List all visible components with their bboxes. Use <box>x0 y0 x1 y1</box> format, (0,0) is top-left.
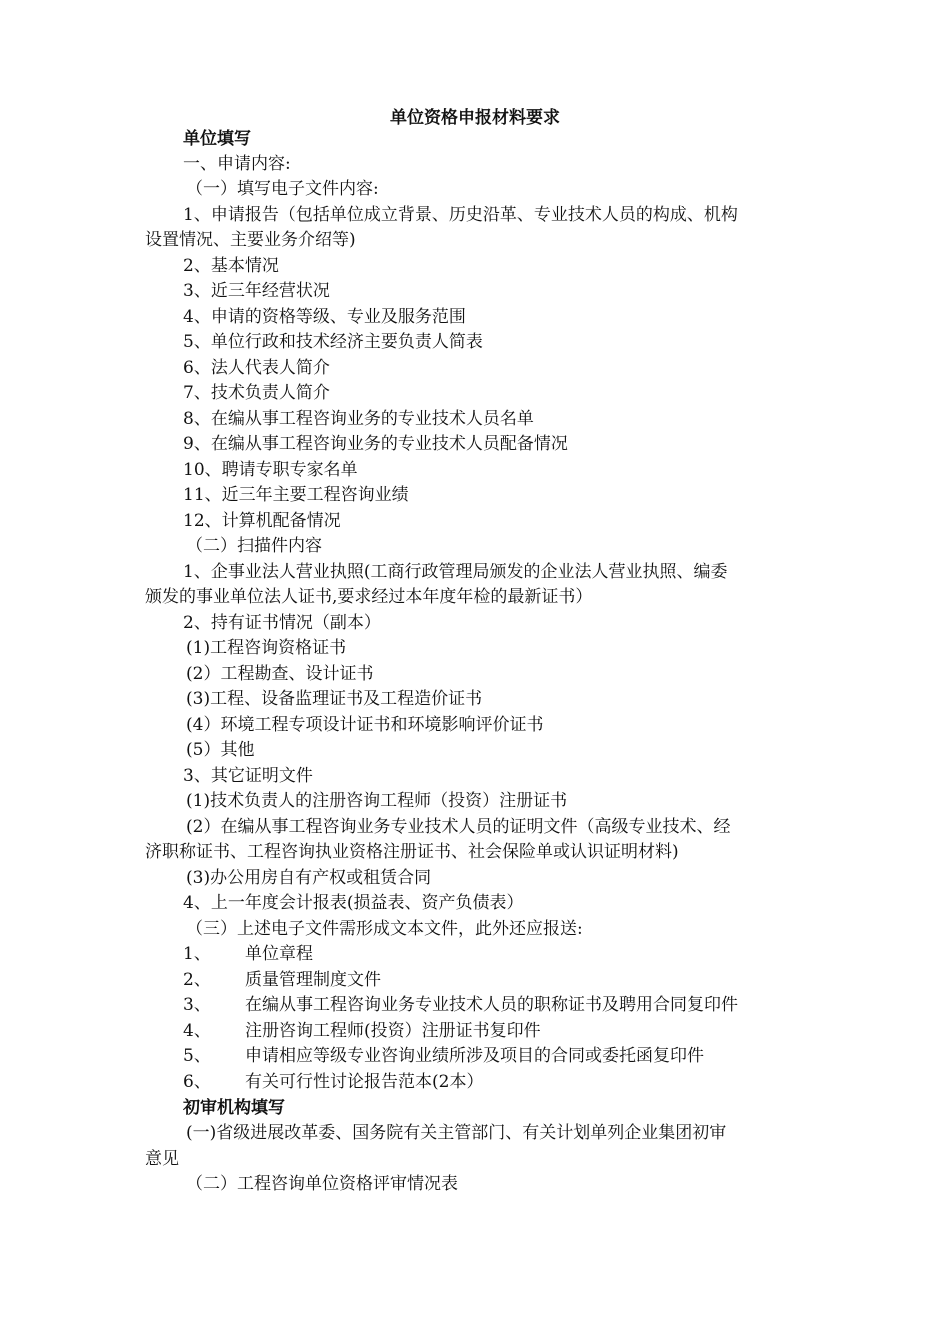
list-item: 8、在编从事工程咨询业务的专业技术人员名单 <box>183 409 534 429</box>
list-item: 3、其它证明文件 <box>183 766 313 786</box>
subsection-electronic-files: （一）填写电子文件内容: <box>186 179 379 199</box>
unit-heading: 单位填写 <box>183 129 251 149</box>
section-application-content: 一、申请内容: <box>183 154 291 174</box>
sub-list-item: (5）其他 <box>186 740 255 760</box>
list-item: 1、申请报告（包括单位成立背景、历史沿革、专业技术人员的构成、机构 <box>183 205 738 225</box>
list-text: 单位章程 <box>245 944 313 964</box>
list-item: 6、法人代表人简介 <box>183 358 330 378</box>
list-text: 有关可行性讨论报告范本(2本） <box>245 1072 484 1092</box>
list-text: 申请相应等级专业咨询业绩所涉及项目的合同或委托函复印件 <box>245 1046 704 1066</box>
list-text: 注册咨询工程师(投资）注册证书复印件 <box>245 1021 541 1041</box>
list-number: 2、 <box>183 970 211 990</box>
list-item: 1、企事业法人营业执照(工商行政管理局颁发的企业法人营业执照、编委 <box>183 562 728 582</box>
review-item: (一)省级进展改革委、国务院有关主管部门、有关计划单列企业集团初审 <box>186 1123 727 1143</box>
sub-list-item: (2）工程勘查、设计证书 <box>186 664 374 684</box>
list-item: 11、近三年主要工程咨询业绩 <box>183 485 409 505</box>
review-heading: 初审机构填写 <box>183 1098 285 1118</box>
list-text: 质量管理制度文件 <box>245 970 381 990</box>
sub-list-item: (4）环境工程专项设计证书和环境影响评价证书 <box>186 715 544 735</box>
list-item <box>183 943 313 965</box>
list-number: 6、 <box>183 1072 211 1092</box>
document-title: 单位资格申报材料要求 <box>390 108 560 128</box>
list-item-continuation: 颁发的事业单位法人证书,要求经过本年度年检的最新证书） <box>145 587 593 607</box>
list-number: 5、 <box>183 1046 211 1066</box>
sub-list-item: (3)办公用房自有产权或租赁合同 <box>186 868 432 888</box>
list-item <box>183 1045 704 1067</box>
list-item: 10、聘请专职专家名单 <box>183 460 358 480</box>
subsection-additional-documents: （三）上述电子文件需形成文本文件，此外还应报送: <box>186 919 583 939</box>
list-item: 7、技术负责人简介 <box>183 383 330 403</box>
sub-list-item: (2）在编从事工程咨询业务专业技术人员的证明文件（高级专业技术、经 <box>186 817 731 837</box>
list-item <box>183 1071 483 1093</box>
list-item: 5、单位行政和技术经济主要负责人简表 <box>183 332 483 352</box>
sub-list-item: (1)工程咨询资格证书 <box>186 638 347 658</box>
list-item-continuation: 设置情况、主要业务介绍等) <box>145 230 356 250</box>
subsection-scanned-files: （二）扫描件内容 <box>186 536 322 556</box>
list-number: 3、 <box>183 995 211 1015</box>
review-item: （二）工程咨询单位资格评审情况表 <box>186 1174 458 1194</box>
list-item <box>183 1020 541 1042</box>
sub-list-item: (1)技术负责人的注册咨询工程师（投资）注册证书 <box>186 791 568 811</box>
list-text: 在编从事工程咨询业务专业技术人员的职称证书及聘用合同复印件 <box>245 995 738 1015</box>
review-item-continuation: 意见 <box>145 1149 179 1169</box>
sub-list-item-continuation: 济职称证书、工程咨询执业资格注册证书、社会保险单或认识证明材料) <box>145 842 679 862</box>
list-item: 12、计算机配备情况 <box>183 511 341 531</box>
list-item <box>183 969 381 991</box>
list-item: 9、在编从事工程咨询业务的专业技术人员配备情况 <box>183 434 568 454</box>
list-item: 4、申请的资格等级、专业及服务范围 <box>183 307 466 327</box>
list-number: 1、 <box>183 944 211 964</box>
list-item: 2、基本情况 <box>183 256 279 276</box>
list-item: 4、上一年度会计报表(损益表、资产负债表） <box>183 893 524 913</box>
list-item: 3、近三年经营状况 <box>183 281 330 301</box>
list-number: 4、 <box>183 1021 211 1041</box>
list-item: 2、持有证书情况（副本） <box>183 613 381 633</box>
sub-list-item: (3)工程、设备监理证书及工程造价证书 <box>186 689 483 709</box>
list-item <box>183 994 738 1016</box>
